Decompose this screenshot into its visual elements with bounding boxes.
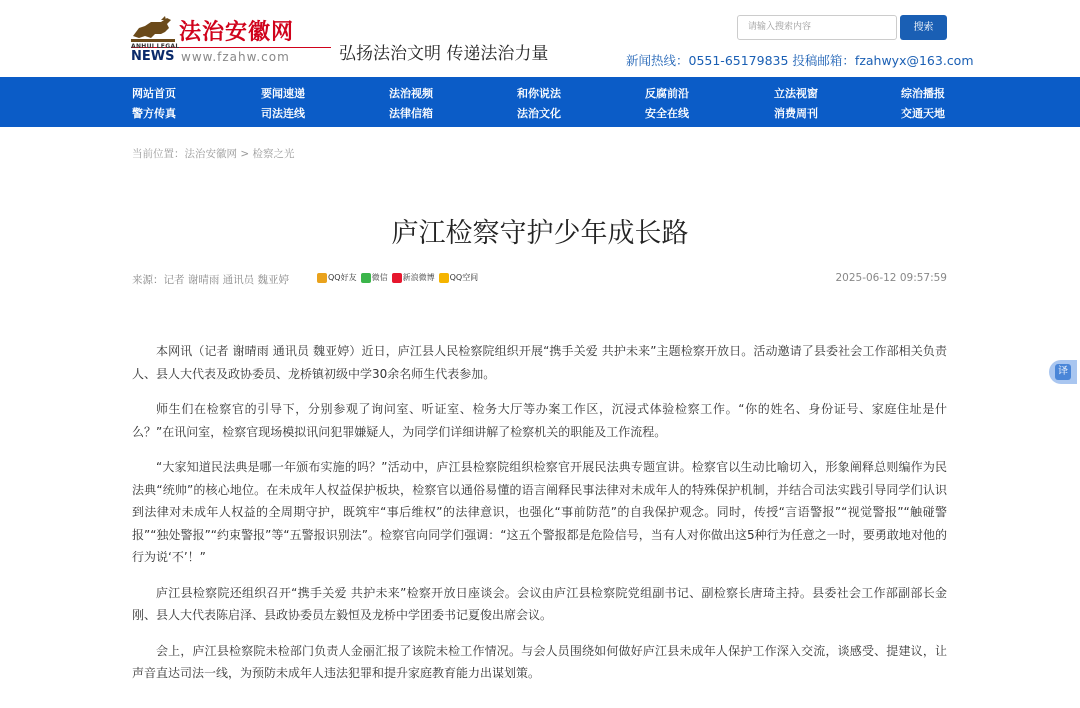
nav-item-culture[interactable]: 法治文化 bbox=[517, 107, 561, 120]
site-header bbox=[0, 0, 1080, 77]
logo-chinese-name: 法治安徽网 bbox=[179, 20, 295, 45]
nav-item-home[interactable]: 网站首页 bbox=[132, 87, 176, 100]
share-qzone[interactable] bbox=[439, 272, 479, 283]
share-bar bbox=[317, 272, 478, 283]
site-slogan: 弘扬法治文明 传递法治力量 bbox=[339, 44, 549, 64]
nav-item-legislation[interactable]: 立法视窗 bbox=[774, 87, 818, 100]
wechat-icon bbox=[361, 273, 371, 283]
share-wechat-label: 微信 bbox=[371, 273, 388, 282]
logo-url: www.fzahw.com bbox=[181, 50, 290, 64]
nav-item-consumer[interactable]: 消费周刊 bbox=[774, 107, 818, 120]
nav-item-traffic[interactable]: 交通天地 bbox=[901, 107, 945, 120]
qq-friend-icon bbox=[317, 273, 327, 283]
breadcrumb-section-link[interactable]: 检察之光 bbox=[252, 148, 295, 160]
article-paragraph: 会上，庐江县检察院未检部门负责人金丽汇报了该院未检工作情况。与会人员围绕如何做好庐江县未成年人保护工作深入交流，谈感受、提建议，让声音直达司法一线，为预防未成年人违法犯罪和提升家庭教育能力出谋划策。 bbox=[132, 643, 947, 680]
nav-item-safety[interactable]: 安全在线 bbox=[645, 107, 689, 120]
article-title: 庐江检察守护少年成长路 bbox=[391, 218, 689, 249]
article-source: 来源：记者 谢晴雨 通讯员 魏亚婷 bbox=[132, 274, 290, 286]
share-weibo-label: 新浪微博 bbox=[402, 273, 435, 282]
share-wechat[interactable] bbox=[361, 272, 388, 283]
nav-item-police[interactable]: 警方传真 bbox=[132, 107, 176, 120]
nav-item-video[interactable]: 法治视频 bbox=[389, 87, 433, 100]
nav-item-news[interactable]: 要闻速递 bbox=[261, 87, 305, 100]
breadcrumb-home-link[interactable]: 法治安徽网 bbox=[184, 148, 237, 160]
logo-anhui-legal: ANHUI LEGAL bbox=[131, 43, 180, 50]
article-paragraph: “大家知道民法典是哪一年颁布实施的吗？”活动中，庐江县检察院组织检察官开展民法典专题宣讲。检察官以生动比喻切入，形象阐释总则编作为民法典“统帅”的核心地位。在未成年人权益保护板块，检察官以通俗易懂的语言阐释民事法律对未成年人的特殊保护机制，并结合司法实践引导同学们认识到法律对未成年人权益的全周期守护，既筑牢“事后维权”的法律意识，也强化“事前防范”的自我保护观念。同时，传授“言语警报”“视觉警报”“触碰警报”“独处警报”“约束警报”等“五警报识别法”。检察官向同学们强调：“这五个警报都是危险信号，当有人对你做出这5种行为任意之一时，要勇敢地对他的行为说‘不’！” bbox=[132, 460, 947, 564]
publish-date: 2025-06-12 09:57:59 bbox=[835, 272, 947, 284]
article-paragraph: 师生们在检察官的引导下，分别参观了询问室、听证室、检务大厅等办案工作区，沉浸式体验检察工作。“你的姓名、身份证号、家庭住址是什么？”在讯问室，检察官现场模拟讯问犯罪嫌疑人，为同学们详细讲解了检察机关的职能及工作流程。 bbox=[132, 402, 947, 439]
translate-button[interactable] bbox=[1049, 360, 1077, 384]
share-qq-friend-label: QQ好友 bbox=[328, 273, 357, 282]
logo-news: NEWS bbox=[131, 49, 175, 64]
site-logo[interactable] bbox=[131, 14, 331, 64]
breadcrumb bbox=[132, 146, 294, 161]
share-qzone-label: QQ空间 bbox=[449, 273, 479, 282]
article-body bbox=[132, 340, 947, 698]
qzone-icon bbox=[439, 273, 449, 283]
ox-emblem-icon bbox=[131, 14, 175, 44]
translate-icon: 译 bbox=[1055, 364, 1071, 380]
article-paragraph: 庐江县检察院还组织召开“携手关爱 共护未来”检察开放日座谈会。会议由庐江县检察院党组副书记、副检察长唐琦主持。县委社会工作部副部长金刚、县人大代表陈启泽、县政协委员左毅恒及龙桥中学团委书记夏俊出席会议。 bbox=[132, 585, 947, 622]
nav-item-governance[interactable]: 综治播报 bbox=[901, 87, 945, 100]
article-meta bbox=[132, 272, 947, 286]
share-weibo[interactable] bbox=[392, 272, 435, 283]
main-navbar bbox=[0, 77, 1080, 127]
contact-hotline: 新闻热线：0551-65179835 投稿邮箱：fzahwyx@163.com bbox=[626, 53, 974, 68]
nav-item-talk-law[interactable]: 和你说法 bbox=[517, 87, 561, 100]
share-qq-friend[interactable] bbox=[317, 272, 357, 283]
nav-item-anticorruption[interactable]: 反腐前沿 bbox=[645, 87, 689, 100]
search-input[interactable]: 请输入搜索内容 bbox=[737, 15, 897, 40]
article-paragraph: 本网讯（记者 谢晴雨 通讯员 魏亚婷）近日，庐江县人民检察院组织开展“携手关爱 共护未来”主题检察开放日。活动邀请了县委社会工作部相关负责人、县人大代表及政协委员、龙桥镇初级中学30余名师生代表参加。 bbox=[132, 344, 947, 381]
weibo-icon bbox=[392, 273, 402, 283]
search-button[interactable]: 搜索 bbox=[900, 15, 947, 40]
nav-item-mailbox[interactable]: 法律信箱 bbox=[389, 107, 433, 120]
nav-item-judicial[interactable]: 司法连线 bbox=[261, 107, 305, 120]
breadcrumb-label: 当前位置： bbox=[132, 148, 185, 160]
breadcrumb-separator: > bbox=[237, 148, 253, 160]
